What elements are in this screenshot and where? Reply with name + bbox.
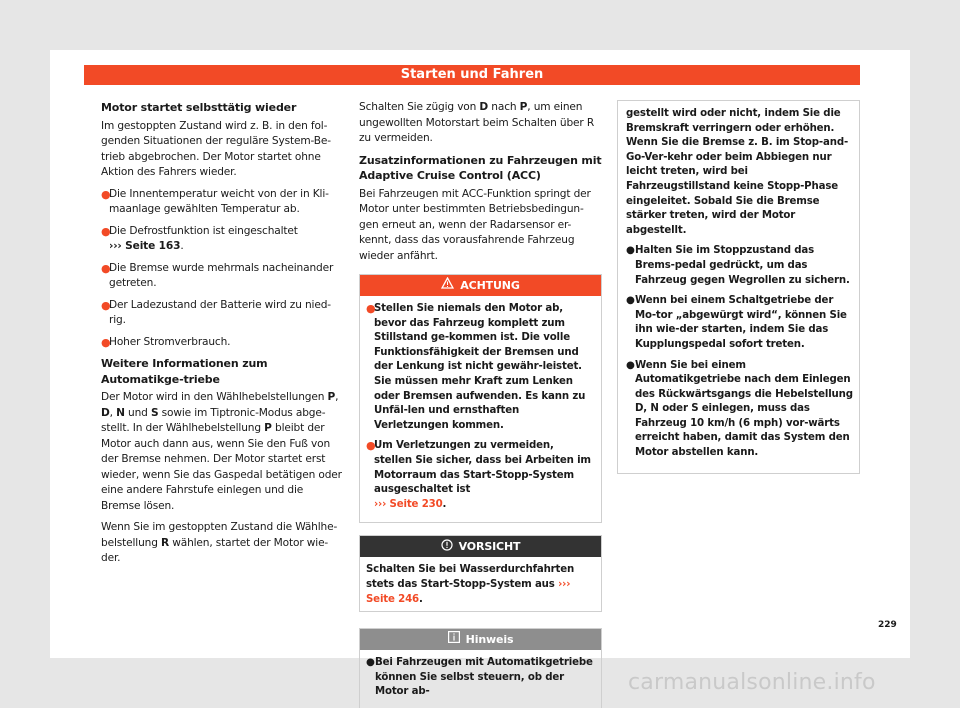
bullet-icon: ● bbox=[366, 439, 376, 453]
bullet-icon: ● bbox=[366, 302, 376, 315]
page-number: 229 bbox=[878, 620, 897, 630]
heading-acc: Zusatzinformationen zu Fahrzeugen mit Adaptive Cruise Control (ACC) bbox=[359, 153, 602, 182]
warning-header: ACHTUNG bbox=[360, 275, 601, 296]
warning-triangle-icon bbox=[441, 277, 454, 294]
page-header: Starten und Fahren bbox=[84, 65, 860, 85]
list-item: ● Um Verletzungen zu vermeiden, stellen Sie sicher, dass bei Arbeiten im Motorraum das Start-Stopp-System ausgeschaltet ist ››› Seite 230. bbox=[366, 439, 595, 512]
list-item: ● Wenn Sie bei einem Automatikgetriebe nach dem Einlegen des Rückwärtsgangs die Hebelstellung D, N oder S einlegen, muss das Fahrzeug 10 km/h (6 mph) vor-wärts erreicht haben, damit das System den Motor abstellen kann. bbox=[626, 359, 853, 461]
warning-body bbox=[360, 296, 601, 522]
paragraph-intro: Im gestoppten Zustand wird z. B. in den fol-genden Situationen der reguläre System-Be-trieb abgebrochen. Der Motor startet ohne Aktion des Fahrers wieder. bbox=[101, 119, 331, 178]
list-item: ● Stellen Sie niemals den Motor ab, bevor das Fahrzeug komplett zum Stillstand ge-kommen ist. Die volle Funktionsfähigkeit der Bremsen und der Lenkung ist nicht gewähr-leistet. Sie müssen mehr Kraft zum Lenken oder Bremsen aufwenden. Es kann zu Unfäl-len und ernsthaften Verletzungen kommen. bbox=[366, 302, 595, 433]
column-left bbox=[101, 100, 344, 573]
caution-box bbox=[359, 535, 602, 612]
bullet-icon: ● bbox=[626, 245, 635, 257]
paragraph-acc: Bei Fahrzeugen mit ACC-Funktion springt der Motor unter bestimmten Betriebsbedingun-gen erneut an, wenn der Radarsensor er-kennt, dass das vorausfahrende Fahrzeug wieder anfährt. bbox=[359, 187, 591, 262]
caution-header: VORSICHT bbox=[360, 536, 601, 557]
list-item: ● Halten Sie im Stoppzustand das Brems-pedal gedrückt, um das Fahrzeug gegen Wegrollen zu sichern. bbox=[626, 244, 853, 288]
bullet-icon: ● bbox=[101, 298, 111, 312]
column-middle bbox=[359, 100, 602, 708]
page-reference-link[interactable]: ››› Seite 246 bbox=[366, 578, 571, 605]
page-reference-link[interactable]: ››› Seite 163 bbox=[109, 240, 181, 252]
heading-automatic-gearbox: Weitere Informationen zum Automatikge-triebe bbox=[101, 357, 268, 386]
info-icon bbox=[448, 631, 460, 648]
list-item: ● Die Bremse wurde mehrmals nacheinander getreten. bbox=[101, 261, 344, 292]
warning-box bbox=[359, 274, 602, 523]
paragraph-gear-positions: Der Motor wird in den Wählhebelstellungen P, D, N und S sowie im Tiptronic-Modus abge-stellt. In der Wählhebelstellung P bleibt der Motor auch dann aus, wenn Sie den Fuß von der Bremse nehmen. Der Motor startet erst wieder, wenn Sie das Gaspedal betätigen oder eine andere Fahrstufe einlegen und die Bremse lösen. bbox=[101, 391, 342, 512]
note-body-continued: gestellt wird oder nicht, indem Sie die Bremskraft verringern oder erhöhen. Wenn Sie die Bremse z. B. im Stop-and-Go-Ver-kehr oder beim Abbiegen nur leicht treten, wird bei Fahrzeugstillstand keine Stopp-Phase eingeleitet. Sobald Sie die Bremse stärker treten, wird der Motor abgestellt. ● Halten Sie im Stoppzustand das Brems-pedal gedrückt, um das Fahrzeug gegen Wegrollen zu sichern. ● Wenn bei einem Schaltgetriebe der Mo-tor „abgewürgt wird“, können Sie ihn wie-der starten, indem Sie das Kupplungspedal sofort treten. ● Wenn Sie bei einem Automatikgetriebe nach dem Einlegen des Rückwärtsgangs die Hebelstellung D, N oder S einlegen, muss das Fahrzeug 10 km/h (6 mph) vor-wärts erreicht haben, damit das System den Motor abstellen kann. bbox=[618, 101, 859, 473]
caution-icon bbox=[441, 539, 453, 556]
note-body bbox=[360, 650, 601, 708]
column-right bbox=[617, 100, 860, 486]
bullet-icon: ● bbox=[626, 295, 635, 307]
list-item: ● Hoher Stromverbrauch. bbox=[101, 335, 231, 349]
list-item: ● Bei Fahrzeugen mit Automatikgetriebe können Sie selbst steuern, ob der Motor ab- bbox=[366, 656, 595, 700]
paragraph-reverse: Wenn Sie im gestoppten Zustand die Wählhe-belstellung R wählen, startet der Motor wie-der. bbox=[101, 521, 338, 564]
heading-auto-restart: Motor startet selbsttätig wieder bbox=[101, 101, 297, 114]
bullet-icon: ● bbox=[101, 261, 111, 275]
page-reference-link[interactable]: ››› Seite 230 bbox=[374, 498, 443, 510]
paragraph-shift: Schalten Sie zügig von D nach P, um einen ungewollten Motorstart beim Schalten über R zu vermeiden. bbox=[359, 101, 595, 144]
caution-body: Schalten Sie bei Wasserdurchfahrten stets das Start-Stopp-System aus ››› Seite 246. bbox=[366, 564, 575, 605]
note-header: Hinweis bbox=[360, 629, 601, 650]
bullet-icon: ● bbox=[101, 224, 111, 238]
bullet-icon: ● bbox=[101, 335, 111, 349]
list-item: ● Die Innentemperatur weicht von der in Kli-maanlage gewählten Temperatur ab. bbox=[101, 187, 344, 218]
list-item: ● Der Ladezustand der Batterie wird zu nied-rig. bbox=[101, 298, 344, 329]
bullet-icon: ● bbox=[101, 187, 111, 201]
list-item: ● Die Defrostfunktion ist eingeschaltet ››› Seite 163. bbox=[101, 224, 344, 255]
list-item: ● Wenn bei einem Schaltgetriebe der Mo-tor „abgewürgt wird“, können Sie ihn wie-der starten, indem Sie das Kupplungspedal sofort treten. bbox=[626, 294, 853, 352]
note-box bbox=[359, 628, 602, 708]
bullet-icon: ● bbox=[366, 657, 375, 669]
bullet-icon: ● bbox=[626, 359, 635, 371]
watermark: carmanualsonline.info bbox=[628, 670, 876, 695]
note-box-continued bbox=[617, 100, 860, 474]
